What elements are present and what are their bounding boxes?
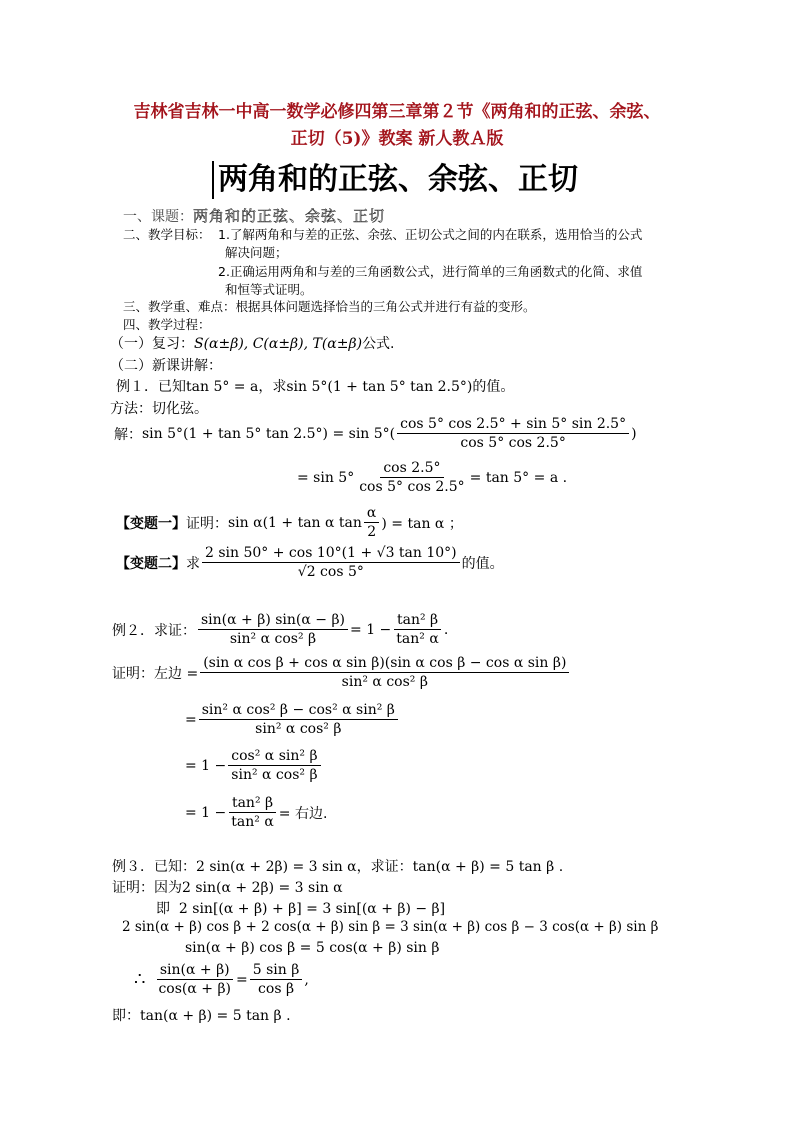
fraction-denominator: sin² α cos² β — [231, 767, 318, 783]
variant-2-text: 求 — [186, 555, 200, 572]
proof-label: 证明：因为 — [112, 880, 182, 896]
new-lesson-label: （二）新课讲解： — [110, 358, 222, 374]
proof-line4-eq: = 1 − — [185, 804, 227, 821]
fraction-numerator: sin(α + β) sin(α − β) — [198, 612, 348, 630]
example-2-proof-line3 — [185, 748, 323, 783]
example-3-therefore-line — [134, 962, 309, 997]
variant-1-expr-a: sin α(1 + tan α tan — [228, 514, 362, 531]
example-1-prefix: 例１．已知 — [116, 379, 186, 395]
section-topic-value: 两角和的正弦、余弦、正切 — [193, 207, 386, 225]
document-title-line1: 吉林省吉林一中高一数学必修四第三章第２节《两角和的正弦、余弦、 — [133, 102, 661, 122]
proof-line2-expr: 2 sin[(α + β) + β] = 3 sin[(α + β) − β] — [178, 901, 446, 917]
fraction-denominator: √2 cos 5° — [297, 564, 364, 580]
example-3-final-line — [112, 1005, 291, 1025]
proof-line4-fraction — [228, 795, 277, 830]
fraction-denominator: sin² α cos² β — [229, 631, 317, 647]
example-2-lhs-fraction — [198, 612, 348, 647]
fraction-numerator: cos 5° cos 2.5° + sin 5° sin 2.5° — [397, 416, 629, 434]
therefore-eq: = — [236, 971, 248, 988]
section-key-points: 三、教学重、难点：根据具体问题选择恰当的三角公式并进行有益的变形。 — [123, 299, 536, 314]
fraction-numerator: 2 sin 50° + cos 10°(1 + √3 tan 10°) — [202, 545, 460, 563]
example-1-solution-line1 — [114, 416, 637, 451]
fraction-numerator: α — [364, 505, 379, 523]
solution-label: 解： — [114, 426, 142, 443]
variant-1-text: 证明： — [186, 515, 228, 532]
fraction-numerator: sin(α + β) — [157, 962, 233, 980]
fraction-numerator: cos 2.5° — [380, 460, 443, 478]
therefore-lhs-fraction — [155, 962, 234, 997]
fraction-numerator: 5 sin β — [250, 962, 303, 980]
variant-1-fraction — [364, 505, 379, 540]
example-2-rhs-fraction — [393, 612, 442, 647]
variant-2-fraction — [202, 545, 460, 580]
example-3-proof-line4: sin(α + β) cos β = 5 cos(α + β) sin β — [185, 940, 440, 956]
final-label: 即： — [112, 1008, 140, 1024]
example-2-statement — [112, 612, 448, 647]
fraction-denominator: 2 — [367, 524, 377, 540]
proof-line1-fraction — [200, 655, 569, 690]
proof-line3-eq: = 1 − — [185, 757, 227, 774]
example-1-suffix: 的值。 — [472, 379, 515, 395]
example-1-given: tan 5° = a — [186, 379, 259, 395]
example-2-proof-line4 — [185, 795, 327, 830]
example-2-eq: = 1 − — [350, 621, 392, 638]
final-expr: tan(α + β) = 5 tan β . — [140, 1008, 291, 1024]
proof-line2-eq: = — [185, 711, 197, 728]
example-3-given: 2 sin(α + 2β) = 3 sin α — [196, 859, 357, 875]
example-3-proof-line1 — [112, 877, 343, 897]
example-2-proof-line1 — [112, 655, 571, 690]
example-3-proof-line3: 2 sin(α + β) cos β + 2 cos(α + β) sin β = 3 sin(α + β) cos β − 3 cos(α + β) sin β — [122, 919, 659, 935]
example-3-mid: ，求证： — [356, 859, 413, 875]
goal-2-line-b: 和恒等式证明。 — [225, 282, 313, 297]
example-3-goal: tan(α + β) = 5 tan β . — [412, 859, 564, 875]
goal-1-line-b: 解决问题； — [225, 245, 288, 260]
fraction-numerator: tan² β — [394, 612, 441, 630]
fraction-numerator: sin² α cos² β − cos² α sin² β — [199, 702, 398, 720]
therefore-symbol: ∴ — [134, 969, 146, 990]
example-1-statement — [116, 376, 514, 396]
section-goals-label: 二、教学目标： — [123, 227, 211, 242]
fraction-denominator: tan² α — [231, 814, 274, 830]
example-1-expr: sin 5°(1 + tan 5° tan 2.5°) — [286, 379, 473, 395]
example-3-proof-line2 — [156, 898, 445, 918]
proof-line2-label: 即 — [156, 901, 170, 917]
example-1-mid: ，求 — [258, 379, 287, 395]
variant-1 — [116, 505, 463, 540]
fraction-denominator: tan² α — [396, 631, 439, 647]
example-3-statement — [112, 856, 563, 876]
proof-label: 证明：左边 = — [112, 665, 199, 682]
example-2-prefix: 例２．求证： — [112, 622, 196, 639]
fraction-denominator: cos 5° cos 2.5° — [460, 435, 566, 451]
fraction-denominator: sin² α cos² β — [341, 674, 428, 690]
variant-1-label: 【变题一】 — [116, 515, 186, 532]
goal-2-line-a: 2.正确运用两角和与差的三角函数公式，进行简单的三角函数式的化简、求值 — [218, 264, 643, 279]
fraction-denominator: cos 5° cos 2.5° — [359, 479, 465, 495]
solution-line2-lhs: = sin 5° — [297, 469, 355, 486]
solution-line2-rhs: = tan 5° = a . — [469, 469, 568, 486]
document-title-line2: 正切（5)》教案 新人教Ａ版 — [290, 129, 504, 149]
example-1-solution-line2 — [297, 460, 567, 495]
fraction-numerator: tan² β — [229, 795, 276, 813]
proof-line2-fraction — [199, 702, 398, 737]
fraction-numerator: (sin α cos β + cos α sin β)(sin α cos β − cos α sin β) — [200, 655, 569, 673]
lesson-heading: 两角和的正弦、余弦、正切 — [212, 161, 578, 199]
solution-line1-lhs: sin 5°(1 + tan 5° tan 2.5°) = sin 5°( — [142, 425, 396, 442]
goal-1-line-a: 1.了解两角和与差的正弦、余弦、正切公式之间的内在联系，选用恰当的公式 — [218, 227, 643, 242]
therefore-end: , — [304, 971, 309, 988]
variant-1-expr-b: ) = tan α ； — [381, 515, 463, 532]
fraction-denominator: cos(α + β) — [158, 981, 232, 997]
fraction-numerator: cos² α sin² β — [228, 748, 320, 766]
solution-line1-close: ) — [631, 425, 637, 442]
example-1-method: 方法：切化弦。 — [110, 401, 208, 417]
solution-line1-fraction — [397, 416, 629, 451]
proof-line1-expr: 2 sin(α + 2β) = 3 sin α — [182, 880, 343, 896]
therefore-rhs-fraction — [250, 962, 303, 997]
variant-2-label: 【变题二】 — [116, 555, 186, 572]
section-process: 四、教学过程： — [123, 317, 211, 332]
review-line — [110, 333, 395, 353]
example-2-end: . — [443, 621, 449, 638]
proof-line3-fraction — [228, 748, 320, 783]
review-formula: S(α±β), C(α±β), T(α±β) — [194, 336, 363, 352]
section-topic — [123, 205, 385, 226]
section-topic-label: 一、课题： — [123, 209, 193, 225]
review-suffix: 公式. — [362, 336, 395, 352]
variant-2-suffix: 的值。 — [461, 555, 504, 572]
proof-line4-end: = 右边. — [278, 805, 328, 822]
example-3-prefix: 例３．已知： — [112, 859, 196, 875]
fraction-denominator: sin² α cos² β — [255, 721, 342, 737]
variant-2 — [116, 545, 504, 580]
fraction-denominator: cos β — [258, 981, 295, 997]
example-2-proof-line2 — [185, 702, 400, 737]
solution-line2-fraction — [356, 460, 467, 495]
review-label: （一）复习： — [110, 336, 194, 352]
